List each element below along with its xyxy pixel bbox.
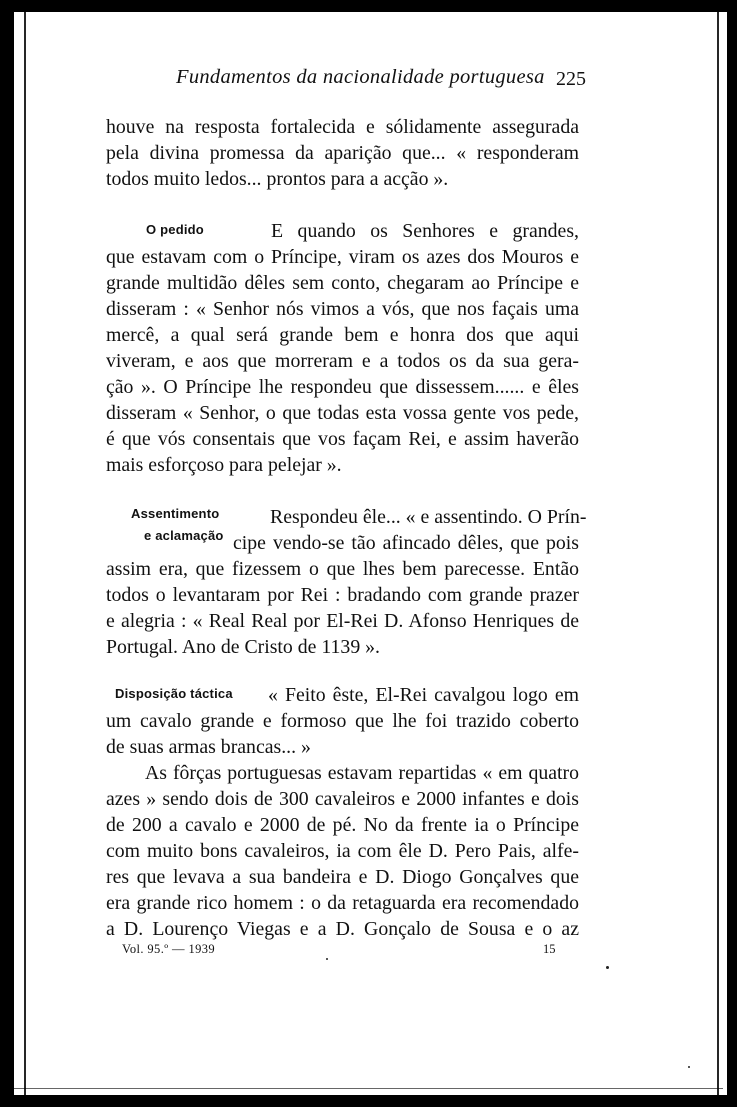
text-line: Respondeu êle... « e assentindo. O Prín-	[270, 506, 587, 528]
margin-note-pedido: O pedido	[146, 222, 204, 237]
text-line: com muito bons cavaleiros, ia com êle D. Pero Pais, alfe-	[106, 840, 579, 862]
text-line: disseram « Senhor, o que todas esta vossa gente vos pede,	[106, 402, 579, 424]
text-line: todos muito ledos... prontos para a acção ».	[106, 168, 449, 190]
scan-speck	[606, 966, 609, 969]
text-line: pela divina promessa da aparição que... « responderam	[106, 142, 579, 164]
text-line: mercê, a qual será grande bem e honra dos que aqui	[106, 324, 579, 346]
margin-note-assentimento: Assentimento	[131, 506, 220, 521]
text-line: Portugal. Ano de Cristo de 1139 ».	[106, 636, 380, 658]
text-line: azes » sendo dois de 300 cavaleiros e 2000 infantes e dois	[106, 788, 579, 810]
text-line: e alegria : « Real Real por El-Rei D. Afonso Henriques de	[106, 610, 579, 632]
text-line: cipe vendo-se tão afincado dêles, que pois	[233, 532, 579, 554]
volume-footer: Vol. 95.º — 1939	[122, 942, 216, 956]
text-line: As fôrças portuguesas estavam repartidas « em quatro	[145, 762, 579, 784]
margin-note-aclamacao: e aclamação	[144, 528, 224, 543]
text-line: um cavalo grande e formoso que lhe foi trazido coberto	[106, 710, 579, 732]
text-line: assim era, que fizessem o que lhes bem parecesse. Então	[106, 558, 579, 580]
text-line: viveram, e aos que morreram e a todos os da sua gera-	[106, 350, 579, 372]
text-line: é que vós consentais que vos façam Rei, e assim haverão	[106, 428, 579, 450]
text-line: houve na resposta fortalecida e sólidamente assegurada	[106, 116, 579, 138]
scan-speck	[688, 1066, 690, 1068]
page-number: 225	[556, 68, 586, 90]
text-line: « Feito êste, El-Rei cavalgou logo em	[268, 684, 579, 706]
scan-speck	[326, 958, 328, 960]
margin-note-disposicao: Disposição táctica	[115, 686, 233, 701]
text-line: todos o levantaram por Rei : bradando com grande prazer	[106, 584, 579, 606]
running-head	[176, 66, 586, 96]
text-line: res que levava a sua bandeira e D. Diogo Gonçalves que	[106, 866, 579, 888]
text-line: mais esforçoso para pelejar ».	[106, 454, 342, 476]
text-line: de suas armas brancas... »	[106, 736, 311, 758]
text-line: a D. Lourenço Viegas e a D. Gonçalo de Sousa e o az	[106, 918, 579, 940]
text-line: de 200 a cavalo e 2000 de pé. No da frente ia o Príncipe	[106, 814, 579, 836]
running-title: Fundamentos da nacionalidade portuguesa	[176, 66, 545, 88]
signature-mark: 15	[543, 942, 556, 956]
text-line: ção ». O Príncipe lhe respondeu que dissessem...... e êles	[106, 376, 579, 398]
text-line: que estavam com o Príncipe, viram os azes dos Mouros e	[106, 246, 579, 268]
text-line: E quando os Senhores e grandes,	[271, 220, 579, 242]
text-line: grande multidão dêles sem conto, chegaram ao Príncipe e	[106, 272, 579, 294]
text-line: disseram : « Senhor nós vimos a vós, que nos façais uma	[106, 298, 579, 320]
text-line: era grande rico homem : o da retaguarda era recomendado	[106, 892, 579, 914]
